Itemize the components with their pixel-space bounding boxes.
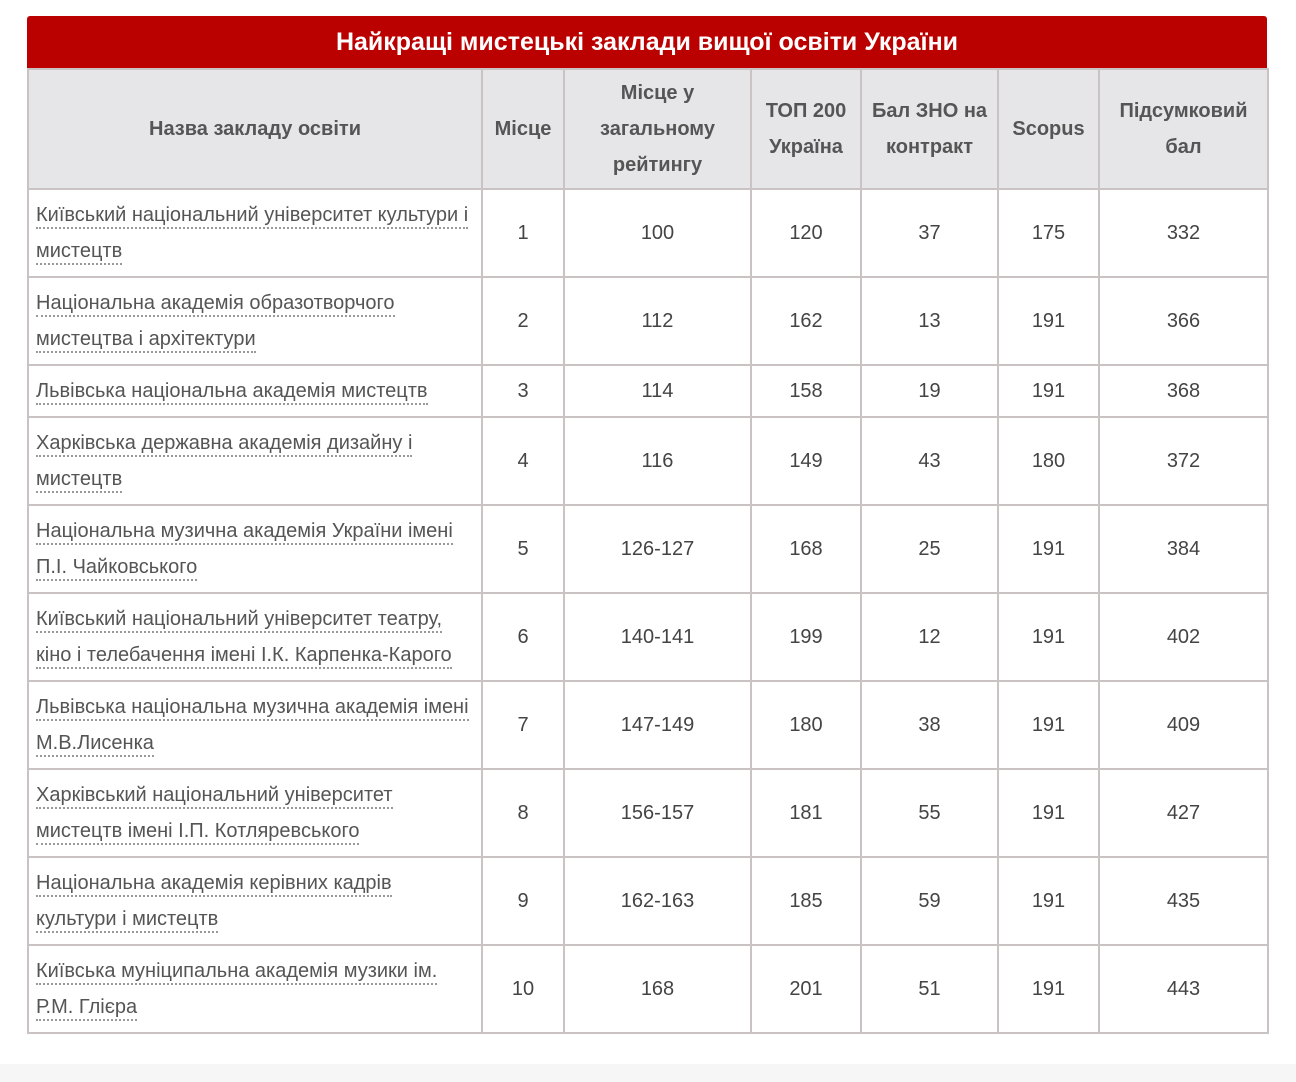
zno-cell: 55 <box>861 769 998 857</box>
table-row <box>28 593 1268 681</box>
table-row <box>28 189 1268 277</box>
zno-cell: 43 <box>861 417 998 505</box>
institution-link[interactable]: Національна музична академія України імені П.І. Чайковського <box>36 520 453 581</box>
total-cell: 443 <box>1099 945 1268 1033</box>
institution-name-cell <box>28 769 482 857</box>
zno-cell: 13 <box>861 277 998 365</box>
header-overall: Місце у загальному рейтингу <box>564 69 751 189</box>
institution-name-cell <box>28 857 482 945</box>
overall-cell: 116 <box>564 417 751 505</box>
scopus-cell: 180 <box>998 417 1099 505</box>
place-cell: 9 <box>482 857 564 945</box>
table-title: Найкращі мистецькі заклади вищої освіти України <box>27 16 1267 68</box>
overall-cell: 112 <box>564 277 751 365</box>
institution-name-cell <box>28 365 482 417</box>
table-row <box>28 857 1268 945</box>
ranking-table-container <box>27 16 1267 1034</box>
institution-link[interactable]: Національна академія керівних кадрів культури і мистецтв <box>36 872 392 933</box>
top200-cell: 181 <box>751 769 861 857</box>
place-cell: 6 <box>482 593 564 681</box>
header-name: Назва закладу освіти <box>28 69 482 189</box>
total-cell: 368 <box>1099 365 1268 417</box>
zno-cell: 37 <box>861 189 998 277</box>
overall-cell: 100 <box>564 189 751 277</box>
institution-link[interactable]: Національна академія образотворчого мистецтва і архітектури <box>36 292 395 353</box>
institution-name-cell <box>28 593 482 681</box>
institution-name-cell <box>28 417 482 505</box>
table-row <box>28 681 1268 769</box>
ranking-table <box>27 68 1269 1034</box>
institution-name-cell <box>28 277 482 365</box>
zno-cell: 59 <box>861 857 998 945</box>
total-cell: 372 <box>1099 417 1268 505</box>
institution-link[interactable]: Львівська національна академія мистецтв <box>36 380 428 405</box>
institution-link[interactable]: Харківський національний університет мистецтв імені І.П. Котляревського <box>36 784 393 845</box>
table-body <box>28 189 1268 1033</box>
header-scopus: Scopus <box>998 69 1099 189</box>
top200-cell: 185 <box>751 857 861 945</box>
top200-cell: 162 <box>751 277 861 365</box>
place-cell: 1 <box>482 189 564 277</box>
top200-cell: 120 <box>751 189 861 277</box>
header-total: Підсумковий бал <box>1099 69 1268 189</box>
zno-cell: 38 <box>861 681 998 769</box>
total-cell: 402 <box>1099 593 1268 681</box>
institution-name-cell <box>28 681 482 769</box>
institution-link[interactable]: Київська муніципальна академія музики ім. Р.М. Глієра <box>36 960 437 1021</box>
place-cell: 3 <box>482 365 564 417</box>
table-row <box>28 505 1268 593</box>
overall-cell: 156-157 <box>564 769 751 857</box>
place-cell: 4 <box>482 417 564 505</box>
table-row <box>28 277 1268 365</box>
overall-cell: 140-141 <box>564 593 751 681</box>
institution-link[interactable]: Харківська державна академія дизайну і мистецтв <box>36 432 412 493</box>
overall-cell: 114 <box>564 365 751 417</box>
overall-cell: 126-127 <box>564 505 751 593</box>
zno-cell: 25 <box>861 505 998 593</box>
scopus-cell: 191 <box>998 769 1099 857</box>
header-top200: ТОП 200 Україна <box>751 69 861 189</box>
total-cell: 435 <box>1099 857 1268 945</box>
scopus-cell: 191 <box>998 505 1099 593</box>
scopus-cell: 191 <box>998 681 1099 769</box>
institution-name-cell <box>28 189 482 277</box>
top200-cell: 180 <box>751 681 861 769</box>
overall-cell: 168 <box>564 945 751 1033</box>
total-cell: 427 <box>1099 769 1268 857</box>
scopus-cell: 191 <box>998 365 1099 417</box>
page-footer-strip <box>0 1064 1296 1082</box>
total-cell: 384 <box>1099 505 1268 593</box>
overall-cell: 162-163 <box>564 857 751 945</box>
header-row <box>28 69 1268 189</box>
scopus-cell: 191 <box>998 277 1099 365</box>
scopus-cell: 191 <box>998 593 1099 681</box>
scopus-cell: 175 <box>998 189 1099 277</box>
zno-cell: 51 <box>861 945 998 1033</box>
table-row <box>28 365 1268 417</box>
top200-cell: 201 <box>751 945 861 1033</box>
zno-cell: 12 <box>861 593 998 681</box>
total-cell: 366 <box>1099 277 1268 365</box>
header-zno: Бал ЗНО на контракт <box>861 69 998 189</box>
table-row <box>28 945 1268 1033</box>
header-place: Місце <box>482 69 564 189</box>
top200-cell: 158 <box>751 365 861 417</box>
total-cell: 332 <box>1099 189 1268 277</box>
table-row <box>28 769 1268 857</box>
place-cell: 8 <box>482 769 564 857</box>
institution-link[interactable]: Київський національний університет театру, кіно і телебачення імені І.К. Карпенка-Карого <box>36 608 452 669</box>
zno-cell: 19 <box>861 365 998 417</box>
overall-cell: 147-149 <box>564 681 751 769</box>
place-cell: 2 <box>482 277 564 365</box>
place-cell: 10 <box>482 945 564 1033</box>
top200-cell: 149 <box>751 417 861 505</box>
top200-cell: 199 <box>751 593 861 681</box>
institution-link[interactable]: Львівська національна музична академія імені М.В.Лисенка <box>36 696 469 757</box>
institution-name-cell <box>28 945 482 1033</box>
scopus-cell: 191 <box>998 945 1099 1033</box>
total-cell: 409 <box>1099 681 1268 769</box>
top200-cell: 168 <box>751 505 861 593</box>
scopus-cell: 191 <box>998 857 1099 945</box>
institution-link[interactable]: Київський національний університет культури і мистецтв <box>36 204 468 265</box>
place-cell: 7 <box>482 681 564 769</box>
place-cell: 5 <box>482 505 564 593</box>
institution-name-cell <box>28 505 482 593</box>
table-row <box>28 417 1268 505</box>
